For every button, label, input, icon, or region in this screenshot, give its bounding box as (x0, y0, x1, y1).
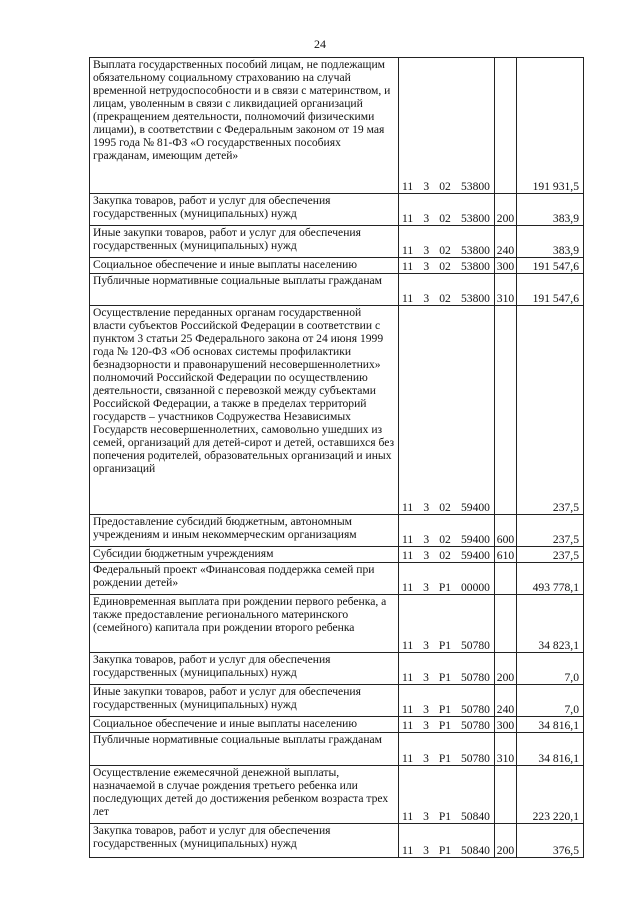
code-section: 11 (402, 581, 414, 594)
code-subsection: 3 (423, 844, 429, 857)
code-section: 11 (402, 180, 414, 193)
amount: 34 816,1 (517, 733, 584, 766)
table-row (90, 766, 584, 824)
code-subsection: 3 (423, 260, 430, 273)
row-description: Единовременная выплата при рождении первого ребенка, а также предоставление регионального материнского (семейного) капитала при рождении второго ребенка (90, 595, 399, 653)
code-section: 11 (402, 501, 414, 514)
code-program: P1 (438, 810, 452, 823)
code-program: P1 (438, 719, 452, 732)
code-section: 11 (402, 719, 414, 732)
code-direction: 50780 (460, 639, 490, 652)
expense-type: 240 (495, 226, 517, 258)
code-subsection: 3 (423, 549, 430, 562)
expense-type (495, 306, 517, 515)
code-section: 11 (402, 810, 414, 823)
code-direction: 59400 (460, 533, 490, 546)
code-section: 11 (402, 212, 414, 225)
row-codes (399, 226, 495, 258)
amount: 7,0 (517, 685, 584, 717)
expense-type: 300 (495, 258, 517, 274)
code-subsection: 3 (423, 719, 429, 732)
code-direction: 50780 (460, 671, 490, 684)
code-program: 02 (439, 260, 451, 273)
expense-type (495, 766, 517, 824)
budget-table (89, 57, 584, 858)
table-row (90, 685, 584, 717)
amount: 237,5 (517, 515, 584, 547)
table-row (90, 515, 584, 547)
code-subsection: 3 (423, 581, 429, 594)
code-direction: 50780 (460, 703, 490, 716)
table-row (90, 563, 584, 595)
row-description: Осуществление переданных органам государственной власти субъектов Российской Федерации в соответствии с пунктом 3 статьи 25 Федерального закона от 24 июня 1999 года № 120-ФЗ «Об основах системы профилактики безнадзорности и правонарушений несовершеннолетних» полномочий Российской Федерации по осуществлению деятельности, связанной с перевозкой между субъектами Российской Федерации, а также в пределах территорий государств – участников Содружества Независимых Государств несовершеннолетних, самовольно ушедших из семей, организаций для детей-сирот и детей, оставшихся без попечения родителей, образовательных организаций и иных организаций (90, 306, 399, 515)
code-direction: 53800 (460, 260, 490, 273)
code-direction: 53800 (460, 244, 490, 257)
row-description: Предоставление субсидий бюджетным, автономным учреждениям и иным некоммерческим организациям (90, 515, 399, 547)
amount: 493 778,1 (517, 563, 584, 595)
code-section: 11 (402, 639, 414, 652)
code-subsection: 3 (423, 501, 430, 514)
code-program: 02 (439, 292, 451, 305)
row-description: Закупка товаров, работ и услуг для обеспечения государственных (муниципальных) нужд (90, 653, 399, 685)
code-program: 02 (439, 501, 451, 514)
row-codes (399, 515, 495, 547)
code-subsection: 3 (423, 671, 429, 684)
code-subsection: 3 (423, 533, 430, 546)
code-program: P1 (438, 581, 452, 594)
row-codes (399, 258, 495, 274)
table-row (90, 653, 584, 685)
row-description: Иные закупки товаров, работ и услуг для обеспечения государственных (муниципальных) нужд (90, 685, 399, 717)
row-description: Социальное обеспечение и иные выплаты населению (90, 717, 399, 733)
table-row (90, 595, 584, 653)
row-codes (399, 766, 495, 824)
expense-type: 200 (495, 194, 517, 226)
code-program: P1 (438, 639, 452, 652)
code-program: P1 (438, 671, 452, 684)
code-program: 02 (439, 533, 451, 546)
amount: 223 220,1 (517, 766, 584, 824)
code-subsection: 3 (423, 810, 429, 823)
table-row (90, 306, 584, 515)
code-program: P1 (438, 752, 452, 765)
amount: 383,9 (517, 194, 584, 226)
amount: 191 931,5 (517, 58, 584, 194)
code-subsection: 3 (423, 639, 429, 652)
expense-type: 610 (495, 547, 517, 563)
expense-type: 300 (495, 717, 517, 733)
amount: 376,5 (517, 824, 584, 858)
row-description: Закупка товаров, работ и услуг для обеспечения государственных (муниципальных) нужд (90, 194, 399, 226)
row-codes (399, 653, 495, 685)
row-description: Публичные нормативные социальные выплаты гражданам (90, 733, 399, 766)
amount: 191 547,6 (517, 258, 584, 274)
table-row (90, 226, 584, 258)
code-section: 11 (402, 292, 414, 305)
row-description: Публичные нормативные социальные выплаты гражданам (90, 274, 399, 306)
code-subsection: 3 (423, 244, 430, 257)
row-description: Осуществление ежемесячной денежной выплаты, назначаемой в случае рождения третьего ребенка или последующих детей до достижения ребенком возраста трех лет (90, 766, 399, 824)
code-section: 11 (402, 533, 414, 546)
code-program: 02 (439, 549, 451, 562)
code-direction: 50780 (460, 752, 490, 765)
row-codes (399, 306, 495, 515)
row-codes (399, 194, 495, 226)
code-direction: 59400 (460, 549, 490, 562)
row-description: Выплата государственных пособий лицам, не подлежащим обязательному социальному страхованию на случай временной нетрудоспособности и в связи с материнством, и лицам, уволенным в связи с ликвидацией организаций (прекращением деятельности, полномочий физическими лицами), в соответствии с Федеральным законом от 19 мая 1995 года № 81-ФЗ «О государственных пособиях гражданам, имеющим детей» (90, 58, 399, 194)
code-section: 11 (402, 549, 414, 562)
expense-type: 200 (495, 653, 517, 685)
expense-type: 200 (495, 824, 517, 858)
row-codes (399, 58, 495, 194)
table-row (90, 58, 584, 194)
code-direction: 53800 (460, 212, 490, 225)
table-row (90, 274, 584, 306)
budget-table-body (90, 58, 584, 858)
row-codes (399, 824, 495, 858)
row-codes (399, 733, 495, 766)
expense-type: 240 (495, 685, 517, 717)
row-description: Федеральный проект «Финансовая поддержка семей при рождении детей» (90, 563, 399, 595)
table-row (90, 717, 584, 733)
code-subsection: 3 (423, 180, 430, 193)
code-subsection: 3 (423, 212, 430, 225)
code-program: 02 (439, 212, 451, 225)
row-codes (399, 595, 495, 653)
code-section: 11 (402, 703, 414, 716)
row-description: Субсидии бюджетным учреждениям (90, 547, 399, 563)
code-program: P1 (438, 703, 452, 716)
row-codes (399, 563, 495, 595)
row-description: Иные закупки товаров, работ и услуг для обеспечения государственных (муниципальных) нужд (90, 226, 399, 258)
code-subsection: 3 (423, 703, 429, 716)
code-program: 02 (439, 244, 451, 257)
amount: 7,0 (517, 653, 584, 685)
expense-type (495, 563, 517, 595)
row-codes (399, 717, 495, 733)
code-section: 11 (402, 260, 414, 273)
code-program: 02 (439, 180, 451, 193)
code-direction: 50840 (460, 810, 490, 823)
code-section: 11 (402, 752, 414, 765)
amount: 34 816,1 (517, 717, 584, 733)
row-codes (399, 685, 495, 717)
amount: 237,5 (517, 547, 584, 563)
code-direction: 53800 (460, 180, 490, 193)
row-description: Закупка товаров, работ и услуг для обеспечения государственных (муниципальных) нужд (90, 824, 399, 858)
expense-type (495, 595, 517, 653)
amount: 191 547,6 (517, 274, 584, 306)
code-direction: 00000 (460, 581, 490, 594)
amount: 383,9 (517, 226, 584, 258)
code-direction: 50840 (460, 844, 490, 857)
row-codes (399, 274, 495, 306)
code-subsection: 3 (423, 292, 430, 305)
table-row (90, 547, 584, 563)
amount: 34 823,1 (517, 595, 584, 653)
table-row (90, 258, 584, 274)
code-section: 11 (402, 844, 414, 857)
code-section: 11 (402, 244, 414, 257)
page-number: 24 (314, 37, 326, 51)
expense-type (495, 58, 517, 194)
code-direction: 50780 (460, 719, 490, 732)
table-row (90, 194, 584, 226)
code-section: 11 (402, 671, 414, 684)
expense-type: 310 (495, 274, 517, 306)
table-row (90, 824, 584, 858)
code-subsection: 3 (423, 752, 429, 765)
expense-type: 600 (495, 515, 517, 547)
table-row (90, 733, 584, 766)
row-description: Социальное обеспечение и иные выплаты населению (90, 258, 399, 274)
code-direction: 53800 (460, 292, 490, 305)
amount: 237,5 (517, 306, 584, 515)
code-direction: 59400 (460, 501, 490, 514)
expense-type: 310 (495, 733, 517, 766)
row-codes (399, 547, 495, 563)
code-program: P1 (438, 844, 452, 857)
